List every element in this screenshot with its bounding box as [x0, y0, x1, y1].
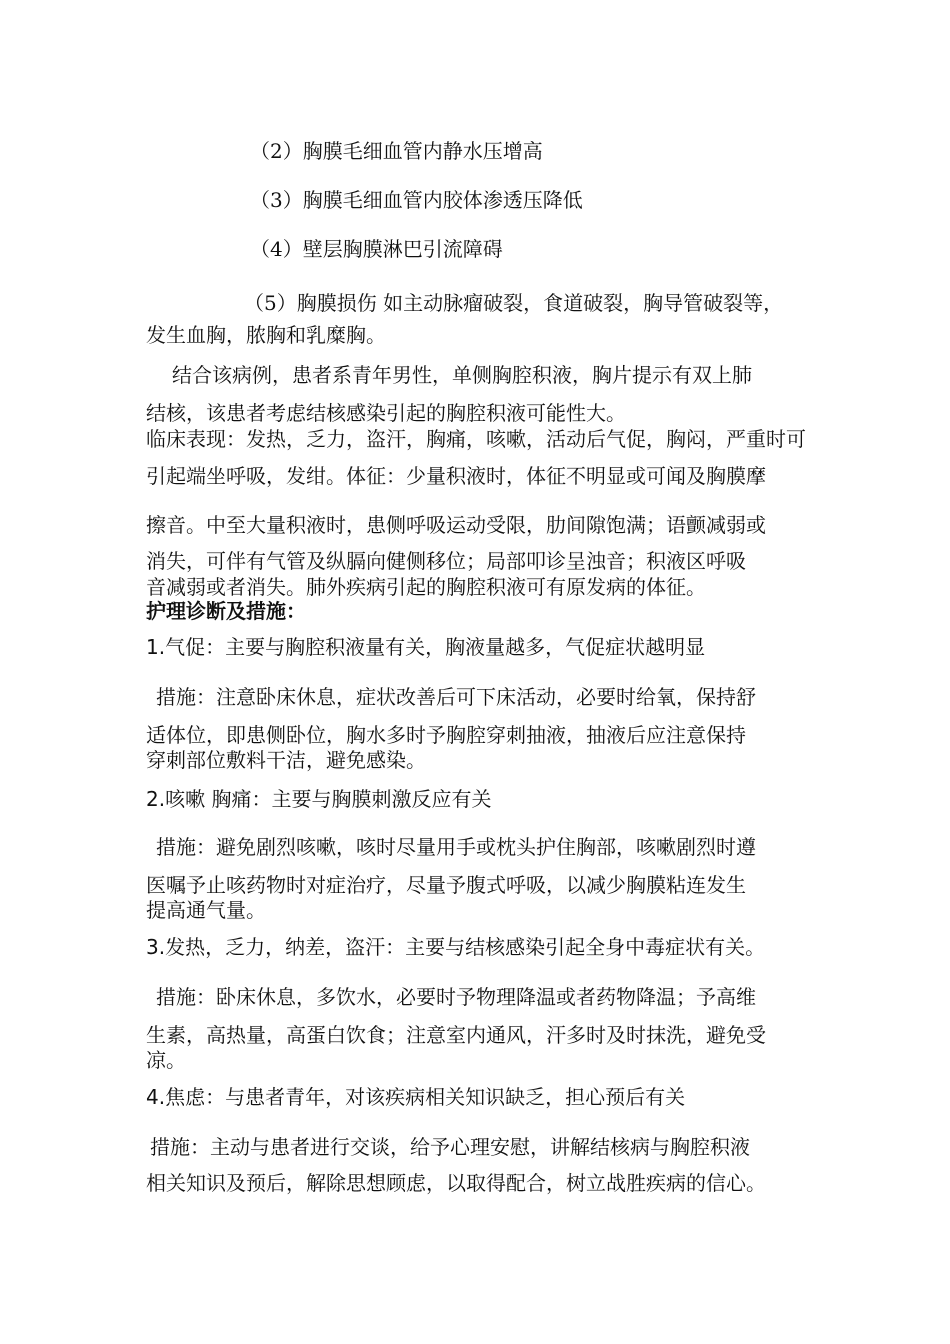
- case-summary-line1: 结合该病例，患者系青年男性，单侧胸腔积液，胸片提示有双上肺: [172, 363, 752, 387]
- diagnosis-3: 3.发热，乏力，纳差，盗汗：主要与结核感染引起全身中毒症状有关。: [146, 935, 766, 959]
- cause-3: （3）胸膜毛细血管内胶体渗透压降低: [250, 188, 583, 212]
- nursing-heading: 护理诊断及措施：: [146, 599, 306, 623]
- measures-3-line1: 措施：卧床休息，多饮水，必要时予物理降温或者药物降温；予高维: [156, 985, 756, 1009]
- clinical-line5: 音减弱或者消失。肺外疾病引起的胸腔积液可有原发病的体征。: [146, 575, 706, 599]
- measures-1-line1: 措施：注意卧床休息，症状改善后可下床活动，必要时给氧，保持舒: [156, 685, 756, 709]
- clinical-line1: 临床表现：发热，乏力，盗汗，胸痛，咳嗽，活动后气促，胸闷，严重时可: [146, 427, 806, 451]
- measures-2-line1: 措施：避免剧烈咳嗽，咳时尽量用手或枕头护住胸部，咳嗽剧烈时遵: [156, 835, 756, 859]
- measures-2-line2: 医嘱予止咳药物时对症治疗，尽量予腹式呼吸，以减少胸膜粘连发生: [146, 873, 746, 897]
- measures-4-line2: 相关知识及预后，解除思想顾虑，以取得配合，树立战胜疾病的信心。: [146, 1171, 766, 1195]
- cause-5-line1: （5）胸膜损伤 如主动脉瘤破裂，食道破裂，胸导管破裂等，: [244, 291, 784, 315]
- clinical-line4: 消失，可伴有气管及纵膈向健侧移位；局部叩诊呈浊音；积液区呼吸: [146, 549, 746, 573]
- measures-1-line3: 穿刺部位敷料干洁，避免感染。: [146, 748, 426, 772]
- cause-2: （2）胸膜毛细血管内静水压增高: [250, 139, 543, 163]
- clinical-line3: 擦音。中至大量积液时，患侧呼吸运动受限，肋间隙饱满；语颤减弱或: [146, 513, 766, 537]
- measures-3-line2: 生素，高热量，高蛋白饮食；注意室内通风，汗多时及时抹洗，避免受: [146, 1023, 766, 1047]
- case-summary-line2: 结核，该患者考虑结核感染引起的胸腔积液可能性大。: [146, 401, 626, 425]
- clinical-line2: 引起端坐呼吸，发绀。体征：少量积液时，体征不明显或可闻及胸膜摩: [146, 464, 766, 488]
- measures-1-line2: 适体位，即患侧卧位，胸水多时予胸腔穿刺抽液，抽液后应注意保持: [146, 723, 746, 747]
- cause-4: （4）壁层胸膜淋巴引流障碍: [250, 237, 503, 261]
- cause-5-line2: 发生血胸，脓胸和乳糜胸。: [146, 323, 386, 347]
- measures-4-line1: 措施：主动与患者进行交谈，给予心理安慰，讲解结核病与胸腔积液: [150, 1135, 750, 1159]
- measures-2-line3: 提高通气量。: [146, 898, 266, 922]
- diagnosis-4: 4.焦虑：与患者青年，对该疾病相关知识缺乏，担心预后有关: [146, 1085, 686, 1109]
- diagnosis-1: 1.气促：主要与胸腔积液量有关，胸液量越多，气促症状越明显: [146, 635, 706, 659]
- diagnosis-2: 2.咳嗽 胸痛：主要与胸膜刺激反应有关: [146, 787, 492, 811]
- measures-3-line3: 凉。: [146, 1048, 186, 1072]
